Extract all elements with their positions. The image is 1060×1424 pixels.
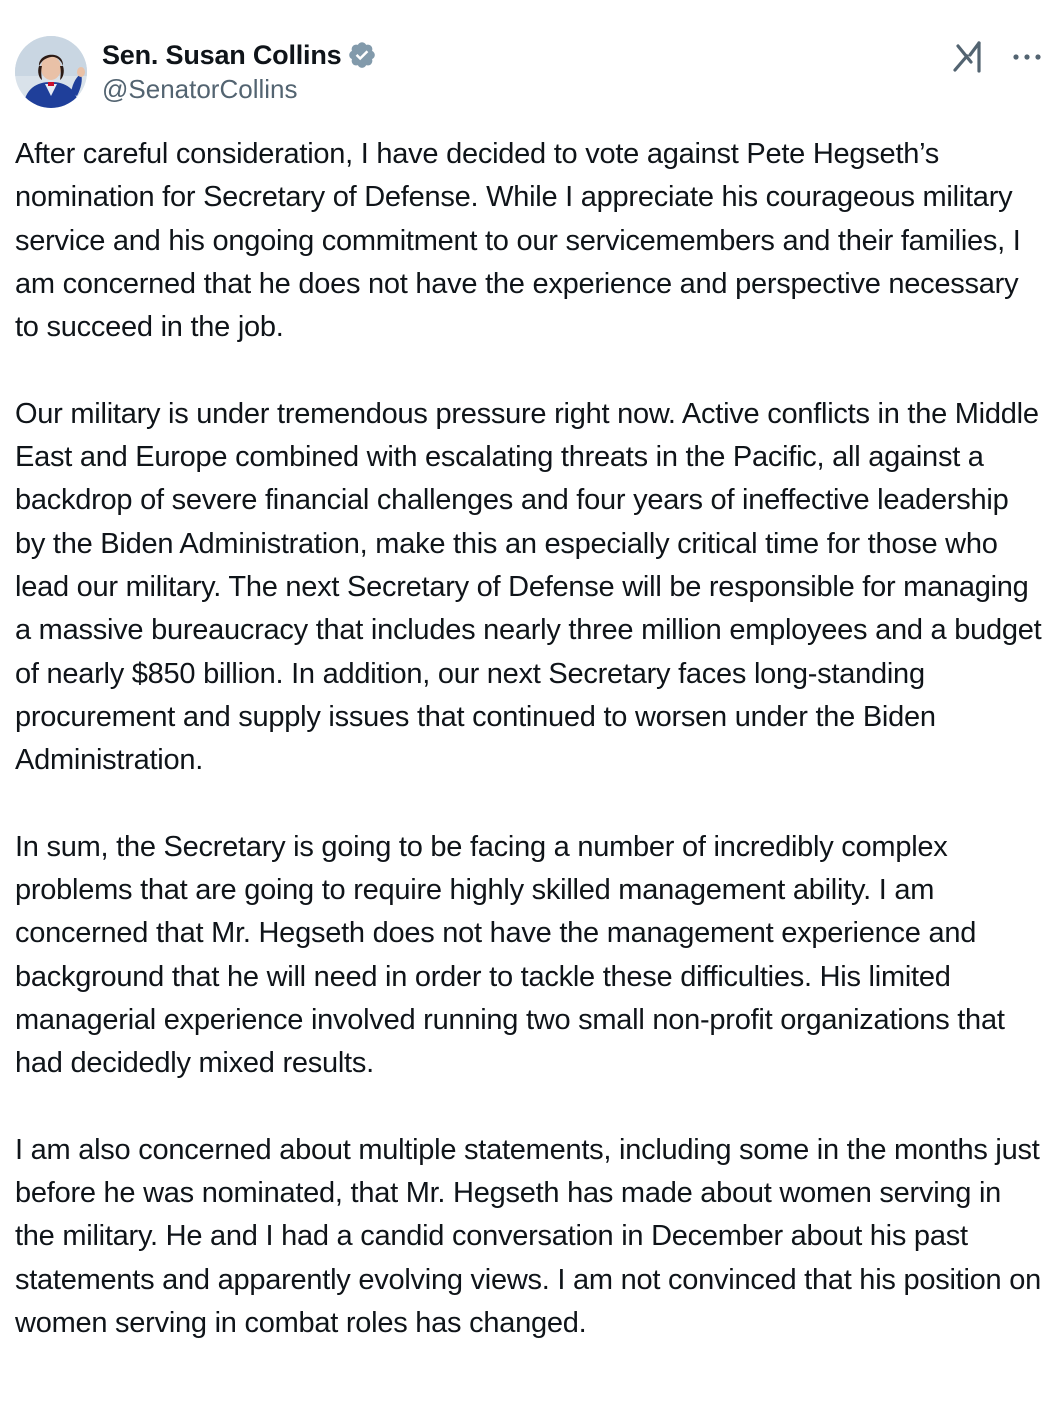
tweet-text [15,133,1045,1389]
author-names [102,38,377,105]
tweet-paragraph-3: In sum, the Secretary is going to be facing a number of incredibly complex problems that are going to require highly skilled management ability. I am concerned that Mr. Hegseth does not have the management experience and background that he will need in order to tackle these difficulties. His limited managerial experience involved running two small non-profit organizations that had decidedly mixed results. [15,830,1005,1080]
tweet-paragraph-2: Our military is under tremendous pressure right now. Active conflicts in the Middle East and Europe combined with escalating threats in the Pacific, all against a backdrop of severe financial challenges and four years of ineffective leadership by the Biden Administration, make this an especially critical time for those who lead our military. The next Secretary of Defense will be responsible for managing a massive bureaucracy that includes nearly three million employees and a budget of nearly $850 billion. In addition, our next Secretary faces long-standing procurement and supply issues that continued to worsen under the Biden Administration. [15,397,1042,777]
tweet-header [15,36,1045,110]
tweet-paragraph-4: I am also concerned about multiple statements, including some in the months just before he was nominated, that Mr. Hegseth has made about women serving in the military. He and I had a candid conversation in December about his past statements and apparently evolving views. I am not convinced that his position on women serving in combat roles has changed. [15,1133,1041,1340]
display-name[interactable]: Sen. Susan Collins [102,39,342,70]
tweet-paragraph-1: After careful consideration, I have decided to vote against Pete Hegseth’s nomination for Secretary of Defense. While I appreciate his courageous military service and his ongoing commitment to our servicemembers and their families, I am concerned that he does not have the experience and perspective necessary to succeed in the job. [15,138,1021,344]
more-icon[interactable] [1009,40,1045,74]
display-name-row [102,38,377,72]
handle[interactable]: @SenatorCollins [102,74,298,104]
verified-badge-icon[interactable] [347,40,377,70]
grok-icon[interactable] [951,40,985,74]
avatar[interactable] [15,36,87,108]
